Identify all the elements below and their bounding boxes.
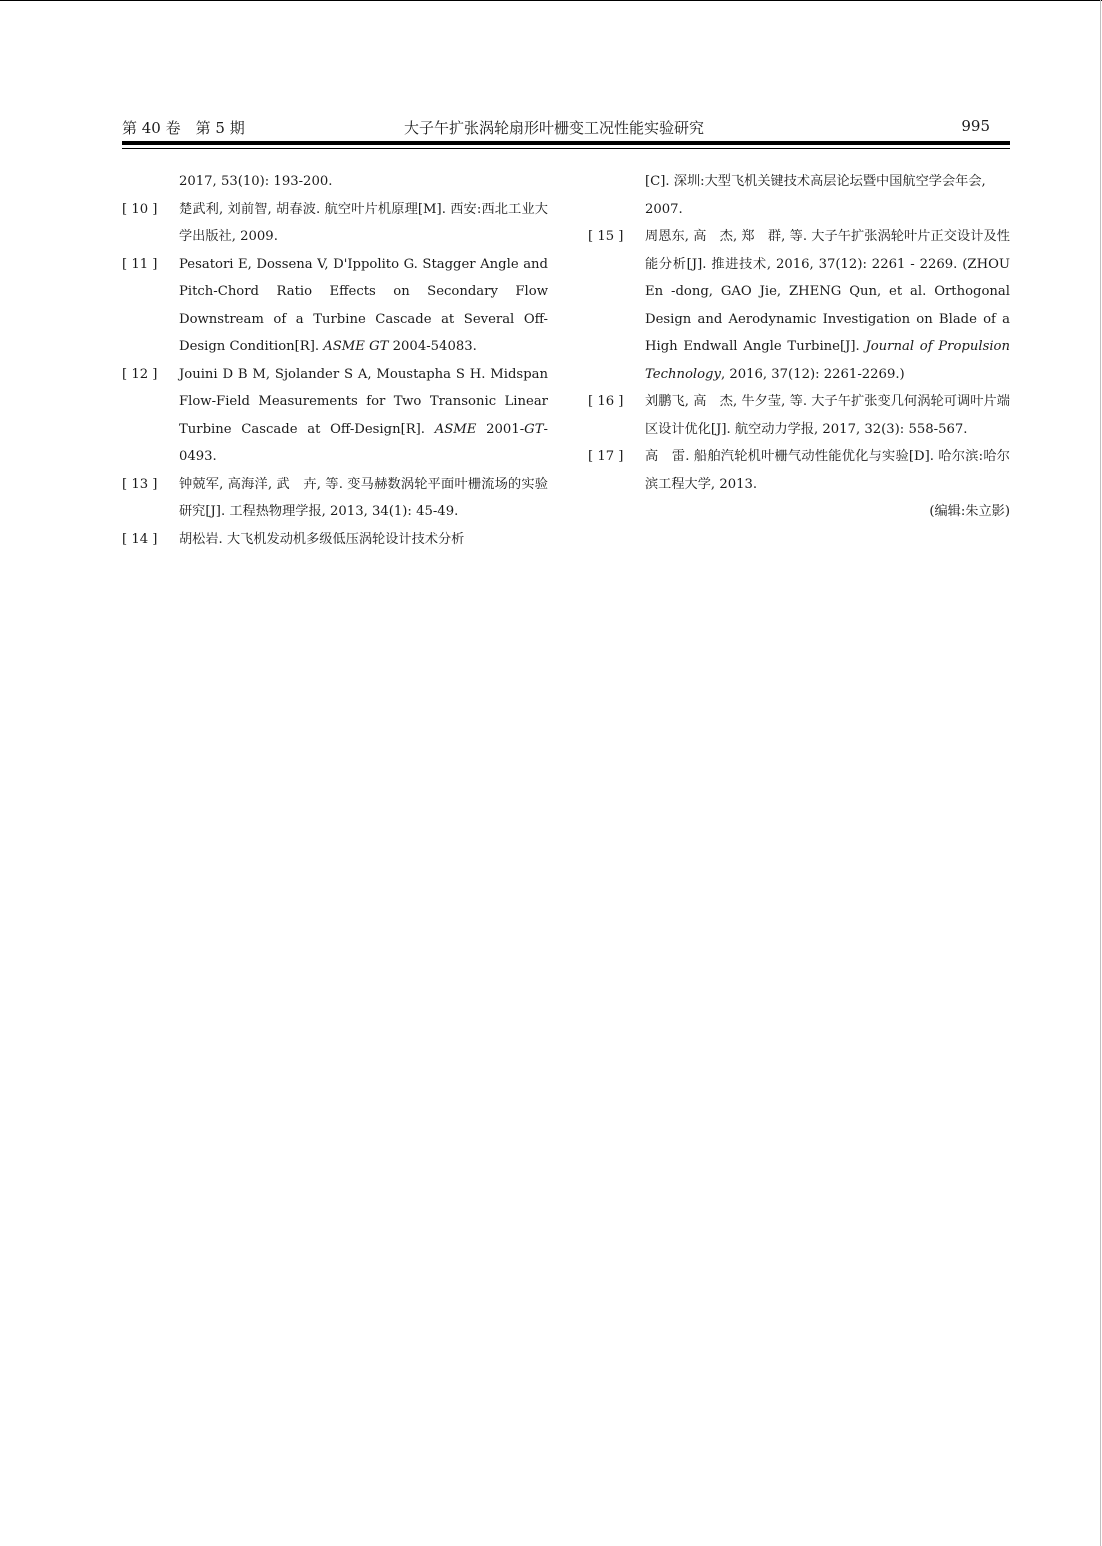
running-header	[122, 117, 990, 141]
reference-text-end: -0493.	[179, 421, 548, 464]
reference-source-italic: ASME GT	[323, 339, 389, 354]
page-right-border	[1100, 0, 1101, 1546]
reference-11	[122, 251, 548, 361]
reference-number: [ 16 ]	[588, 394, 624, 409]
reference-source-italic: ASME	[434, 421, 477, 437]
reference-number: [ 10 ]	[122, 201, 158, 217]
reference-code-italic: GT	[524, 421, 544, 437]
reference-number: [ 13 ]	[122, 476, 158, 492]
reference-text: Pesatori E, Dossena V, D'Ippolito G. Stagger Angle and Pitch-Chord Ratio Effects on Secondary Flow Downstream of a Turbine Cascade at Several Off-Design Condition[R].	[179, 256, 548, 354]
reference-continuation: [C]. 深圳:大型飞机关键技术高层论坛暨中国航空学会年会, 2007.	[645, 174, 986, 217]
header-rule-thin	[122, 148, 1010, 149]
reference-continuation: 2017, 53(10): 193-200.	[179, 174, 333, 189]
reference-text: 刘鹏飞, 高 杰, 牛夕莹, 等. 大子午扩张变几何涡轮可调叶片端区设计优化[J]. 航空动力学报, 2017, 32(3): 558-567.	[645, 394, 1010, 437]
header-rule-thick	[122, 141, 1010, 145]
reference-10	[122, 196, 548, 251]
reference-15	[588, 223, 1010, 388]
reference-number: [ 15 ]	[588, 229, 624, 244]
reference-text: 钟兢军, 高海洋, 武 卉, 等. 变马赫数涡轮平面叶栅流场的实验研究[J]. 工程热物理学报, 2013, 34(1): 45-49.	[179, 476, 548, 519]
reference-text: 高 雷. 船舶汽轮机叶栅气动性能优化与实验[D]. 哈尔滨:哈尔滨工程大学, 2013.	[645, 449, 1010, 492]
volume-issue: 第 40 卷 第 5 期	[122, 119, 245, 137]
reference-text: 胡松岩. 大飞机发动机多级低压涡轮设计技术分析	[179, 531, 465, 547]
reference-text: Jouini D B M, Sjolander S A, Moustapha S H. Midspan Flow-Field Measurements for Two Transonic Linear Turbine Cascade at Off-Design[R].	[179, 366, 548, 437]
reference-text-mid: 2001-	[476, 421, 525, 437]
reference-number: [ 17 ]	[588, 449, 624, 464]
running-title: 大子午扩张涡轮扇形叶栅变工况性能实验研究	[404, 119, 705, 137]
reference-text: 楚武利, 刘前智, 胡春波. 航空叶片机原理[M]. 西安:西北工业大学出版社, 2009.	[179, 201, 548, 244]
reference-16	[588, 388, 1010, 443]
reference-source-italic: Journal of Propulsion Technology	[645, 339, 1010, 382]
left-column	[122, 168, 548, 553]
reference-14	[122, 526, 548, 554]
page-number: 995	[961, 117, 990, 135]
reference-13	[122, 471, 548, 526]
editor-note: (编辑:朱立影)	[929, 504, 1010, 519]
reference-12	[122, 361, 548, 471]
reference-text: 周恩东, 高 杰, 郑 群, 等. 大子午扩张涡轮叶片正交设计及性能分析[J]. 推进技术, 2016, 37(12): 2261 - 2269. (ZHOU En -dong, GAO Jie, ZHENG Qun, et al. Orthogonal Design and Aerodynamic Investigation on Blade of a High Endwall Angle Turbine[J].	[645, 229, 1010, 354]
page-top-border	[0, 0, 1102, 1]
reference-text-end: 2004-54083.	[388, 339, 477, 354]
reference-text-end: , 2016, 37(12): 2261-2269.)	[720, 366, 905, 382]
reference-number: [ 14 ]	[122, 531, 158, 547]
reference-number: [ 12 ]	[122, 366, 158, 382]
reference-17	[588, 443, 1010, 498]
reference-number: [ 11 ]	[122, 256, 158, 272]
right-column	[588, 168, 1010, 526]
